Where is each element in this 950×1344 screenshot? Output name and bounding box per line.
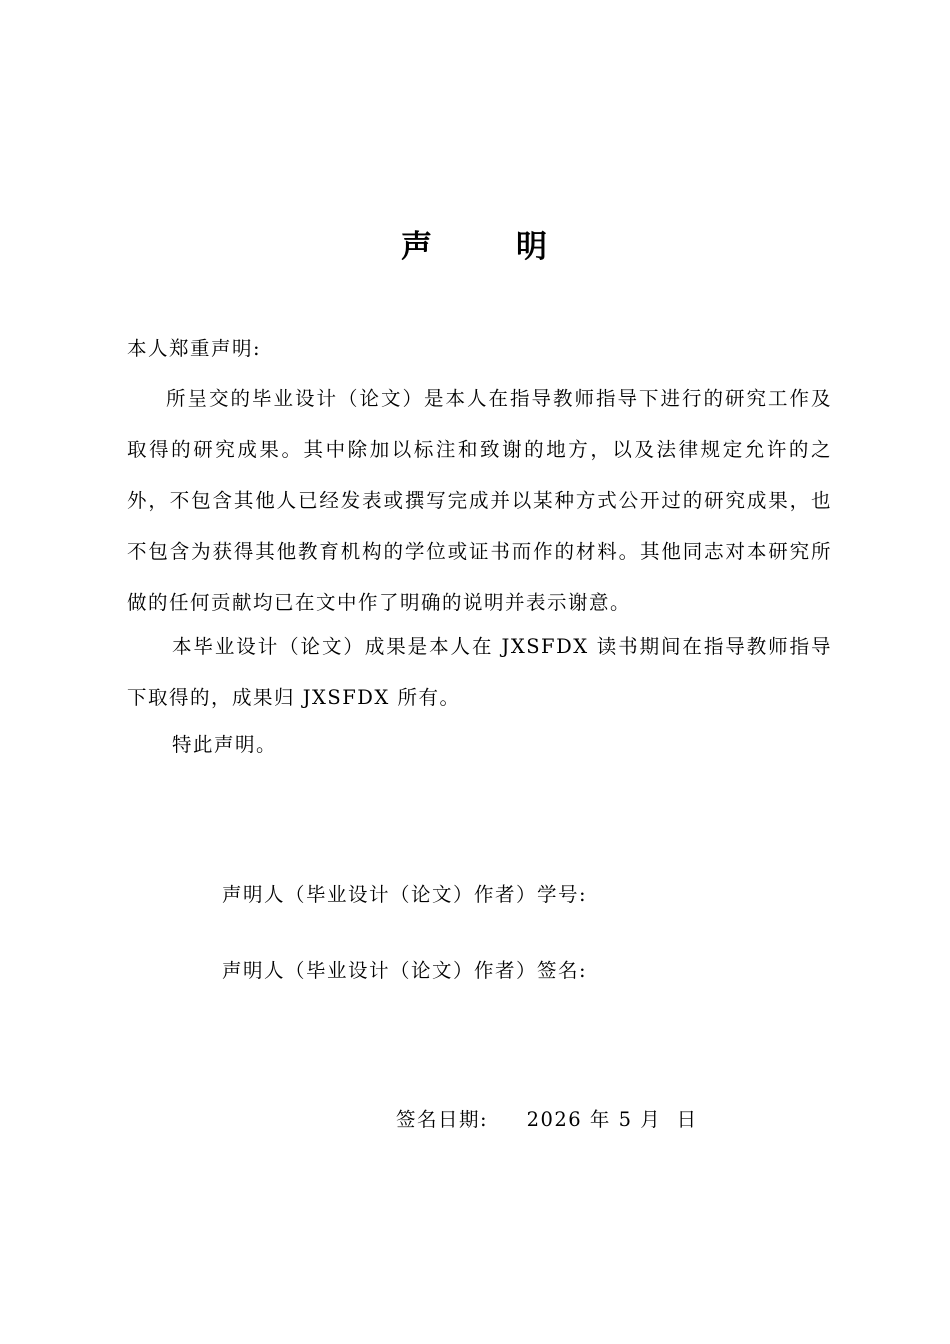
declaration-paragraph-2: 本毕业设计（论文）成果是本人在 JXSFDX 读书期间在指导教师指导下取得的，成果归 JXSFDX 所有。 — [127, 635, 832, 709]
page-title — [0, 224, 950, 270]
student-id-label: 声明人（毕业设计（论文）作者）学号: — [222, 883, 588, 906]
date-label: 签名日期: — [396, 1108, 489, 1131]
title-char-1: 声 — [401, 229, 434, 265]
closing-statement: 特此声明。 — [172, 733, 278, 756]
signature-label: 声明人（毕业设计（论文）作者）签名: — [222, 959, 588, 982]
title-char-2: 明 — [516, 229, 549, 265]
date-value: 2026 年 5 月 日 — [526, 1108, 698, 1131]
signature-date — [396, 1105, 698, 1135]
declaration-paragraph-1: 所呈交的毕业设计（论文）是本人在指导教师指导下进行的研究工作及取得的研究成果。其中除加以标注和致谢的地方，以及法律规定允许的之外，不包含其他人已经发表或撰写完成并以某种方式公开过的研究成果，也不包含为获得其他教育机构的学位或证书而作的材料。其他同志对本研究所做的任何贡献均已在文中作了明确的说明并表示谢意。 — [127, 387, 832, 614]
opening-statement: 本人郑重声明: — [127, 337, 262, 360]
